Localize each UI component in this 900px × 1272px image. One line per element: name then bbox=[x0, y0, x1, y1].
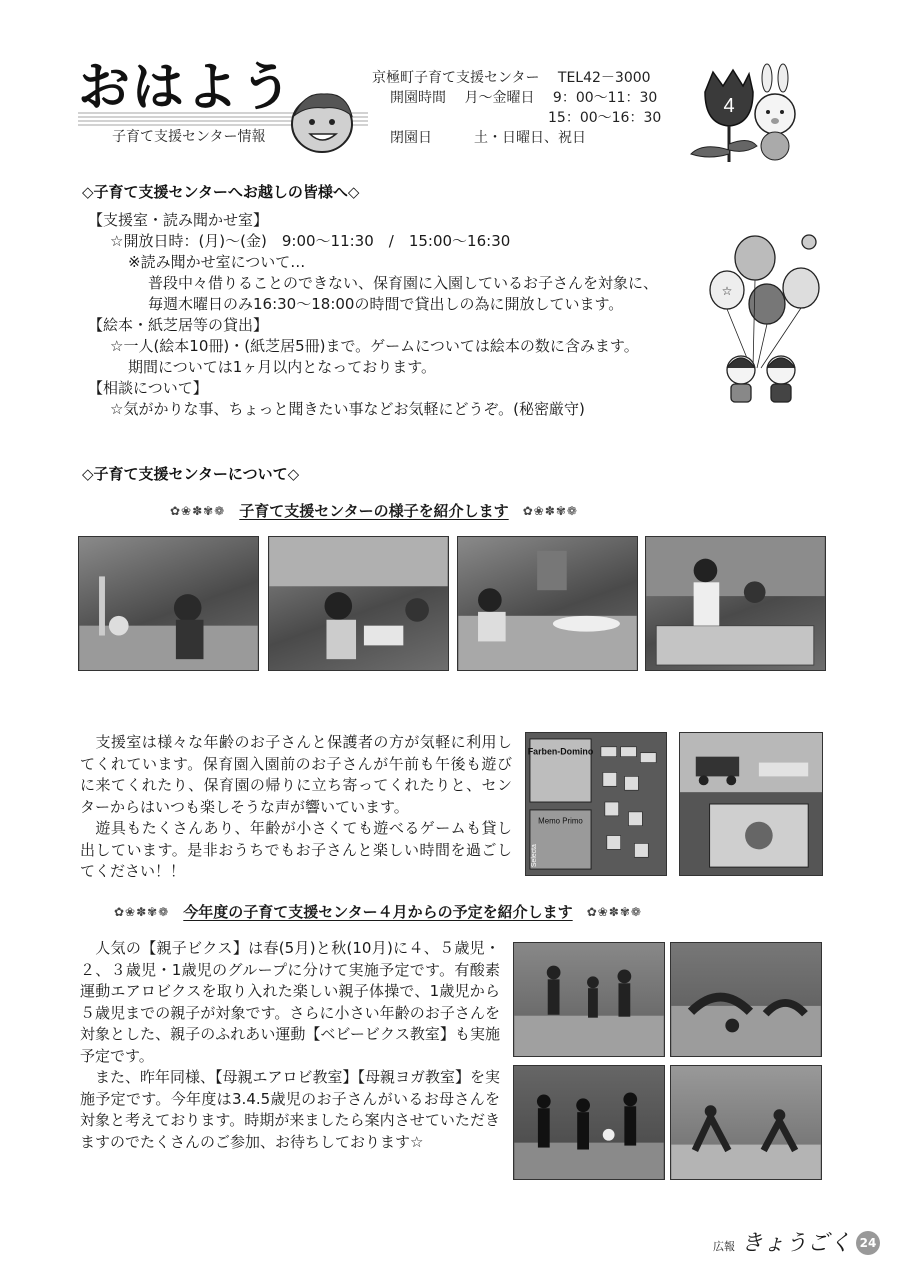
flower-decoration-icon: ✿❀✽✾❁ bbox=[114, 904, 170, 919]
section1-line: ☆開放日時：(月)～(金) 9:00～11:30 / 15:00～16:30 bbox=[110, 232, 511, 250]
photo-image bbox=[671, 1066, 821, 1179]
paragraph-support-room bbox=[80, 732, 512, 883]
smiling-face-icon bbox=[284, 86, 364, 156]
paragraph-text: 人気の【親子ビクス】は春(5月)と秋(10月)に４、５歳児・２、３歳児・1歳児のグループに分けて実施予定です。有酸素運動エアロビクスを取り入れた楽しい親子体操で、1歳児から５歳児までの親子が対象です。さらに小さい年齢のお子さんを対象とした、親子のふれあい運動【ベビービクス教室】も実施予定です。 bbox=[80, 939, 500, 1065]
closed-label: 閉園日 bbox=[390, 130, 432, 146]
flower-decoration-icon: ✿❀✽✾❁ bbox=[170, 503, 226, 518]
hours-days: 月～金曜日 bbox=[464, 90, 535, 106]
tulip-rabbit-illustration bbox=[683, 62, 813, 172]
center-name: 京極町子育て支援センター bbox=[372, 70, 540, 86]
flower-decoration-icon: ✿❀✽✾❁ bbox=[522, 503, 578, 518]
banner-intro bbox=[170, 500, 750, 521]
section1-line: 【絵本・紙芝居等の貸出】 bbox=[88, 316, 269, 334]
hours-am: 9：00～11：30 bbox=[552, 90, 658, 106]
photo-image bbox=[458, 537, 637, 670]
photo-image bbox=[526, 733, 666, 875]
balloons-children-illustration bbox=[705, 218, 825, 413]
masthead-subtitle: 子育て支援センター情報 bbox=[112, 129, 266, 145]
footer-brand-name: きょうごく bbox=[741, 1231, 852, 1256]
section1-body bbox=[82, 210, 702, 420]
section1-line: ☆一人(絵本10冊)・(紙芝居5冊)まで。ゲームについては絵本の数に含みます。 bbox=[110, 337, 639, 355]
section1-heading: ◇子育て支援センターへお越しの皆様へ◇ bbox=[82, 183, 360, 201]
photo-playroom-4 bbox=[645, 536, 826, 671]
page-number: 24 bbox=[856, 1231, 880, 1255]
paragraph-text: 遊具もたくさんあり、年齢が小さくても遊べるゲームも貸し出しています。是非おうちでもお子さんと楽しい時間を過ごしてください！！ bbox=[80, 819, 512, 880]
hours-label: 開園時間 bbox=[390, 90, 446, 106]
photo-exercise-4 bbox=[670, 1065, 822, 1180]
section1-line: 期間については1ヶ月以内となっております。 bbox=[128, 358, 437, 376]
photo-image bbox=[680, 733, 822, 875]
photo-playroom-3 bbox=[457, 536, 638, 671]
banner-schedule-title: 今年度の子育て支援センター４月からの予定を紹介します bbox=[183, 903, 573, 921]
closed-days: 土・日曜日、祝日 bbox=[474, 130, 586, 146]
photo-image bbox=[514, 943, 664, 1056]
center-tel: TEL42－3000 bbox=[557, 70, 651, 86]
section1-line: ※読み聞かせ室について… bbox=[128, 253, 306, 271]
section2-heading: ◇子育て支援センターについて◇ bbox=[82, 465, 300, 483]
flower-decoration-icon: ✿❀✽✾❁ bbox=[586, 904, 642, 919]
photo-exercise-3 bbox=[513, 1065, 665, 1180]
banner-schedule bbox=[114, 901, 814, 922]
paragraph-schedule bbox=[80, 938, 500, 1153]
hours-pm: 15：00～16：30 bbox=[548, 110, 662, 126]
section1-line: 普段中々借りることのできない、保育園に入園しているお子さんを対象に、 bbox=[148, 274, 659, 292]
game-brand: Selecta bbox=[530, 844, 538, 868]
section1-line: 【支援室・読み聞かせ室】 bbox=[88, 211, 269, 229]
footer-brand-small: 広報 bbox=[713, 1240, 735, 1253]
footer-brand bbox=[713, 1226, 851, 1257]
tulip-number: 4 bbox=[723, 95, 735, 117]
paragraph-text: また、昨年同様、【母親エアロビ教室】【母親ヨガ教室】を実施予定です。今年度は3.4.5歳児のお子さんがいるお母さんを対象と考えております。時期が来ましたら案内させていただきますのでたくさんのご参加、お待ちしております☆ bbox=[80, 1068, 501, 1151]
masthead-title: おはよう bbox=[78, 58, 295, 118]
section1-line: ☆気がかりな事、ちょっと聞きたい事などお気軽にどうぞ。(秘密厳守) bbox=[110, 400, 585, 418]
photo-exercise-2 bbox=[670, 942, 822, 1057]
section1-line: 毎週木曜日のみ16:30～18:00の時間で貸出しの為に開放しています。 bbox=[148, 295, 624, 313]
banner-intro-title: 子育て支援センターの様子を紹介します bbox=[239, 502, 509, 520]
photo-image bbox=[269, 537, 448, 670]
center-info bbox=[372, 68, 661, 148]
photo-image bbox=[646, 537, 825, 670]
paragraph-text: 支援室は様々な年齢のお子さんと保護者の方が気軽に利用してくれています。保育園入園前のお子さんが午前も午後も遊びに来てくれたり、保育園の帰りに立ち寄ってくれたりと、センターからはいつも楽しそうな声が響いています。 bbox=[80, 733, 512, 816]
section1-line: 【相談について】 bbox=[88, 379, 208, 397]
game-title-farben: Farben-Domino bbox=[527, 746, 594, 757]
photo-exercise-1 bbox=[513, 942, 665, 1057]
photo-toys-puzzle bbox=[679, 732, 823, 876]
svg-text:☆: ☆ bbox=[721, 284, 733, 298]
game-title-memo: Memo Primo bbox=[538, 816, 583, 826]
photo-image bbox=[79, 537, 258, 670]
photo-board-games bbox=[525, 732, 667, 876]
photo-image bbox=[514, 1066, 664, 1179]
photo-playroom-2 bbox=[268, 536, 449, 671]
photo-image bbox=[671, 943, 821, 1056]
photo-playroom-1 bbox=[78, 536, 259, 671]
